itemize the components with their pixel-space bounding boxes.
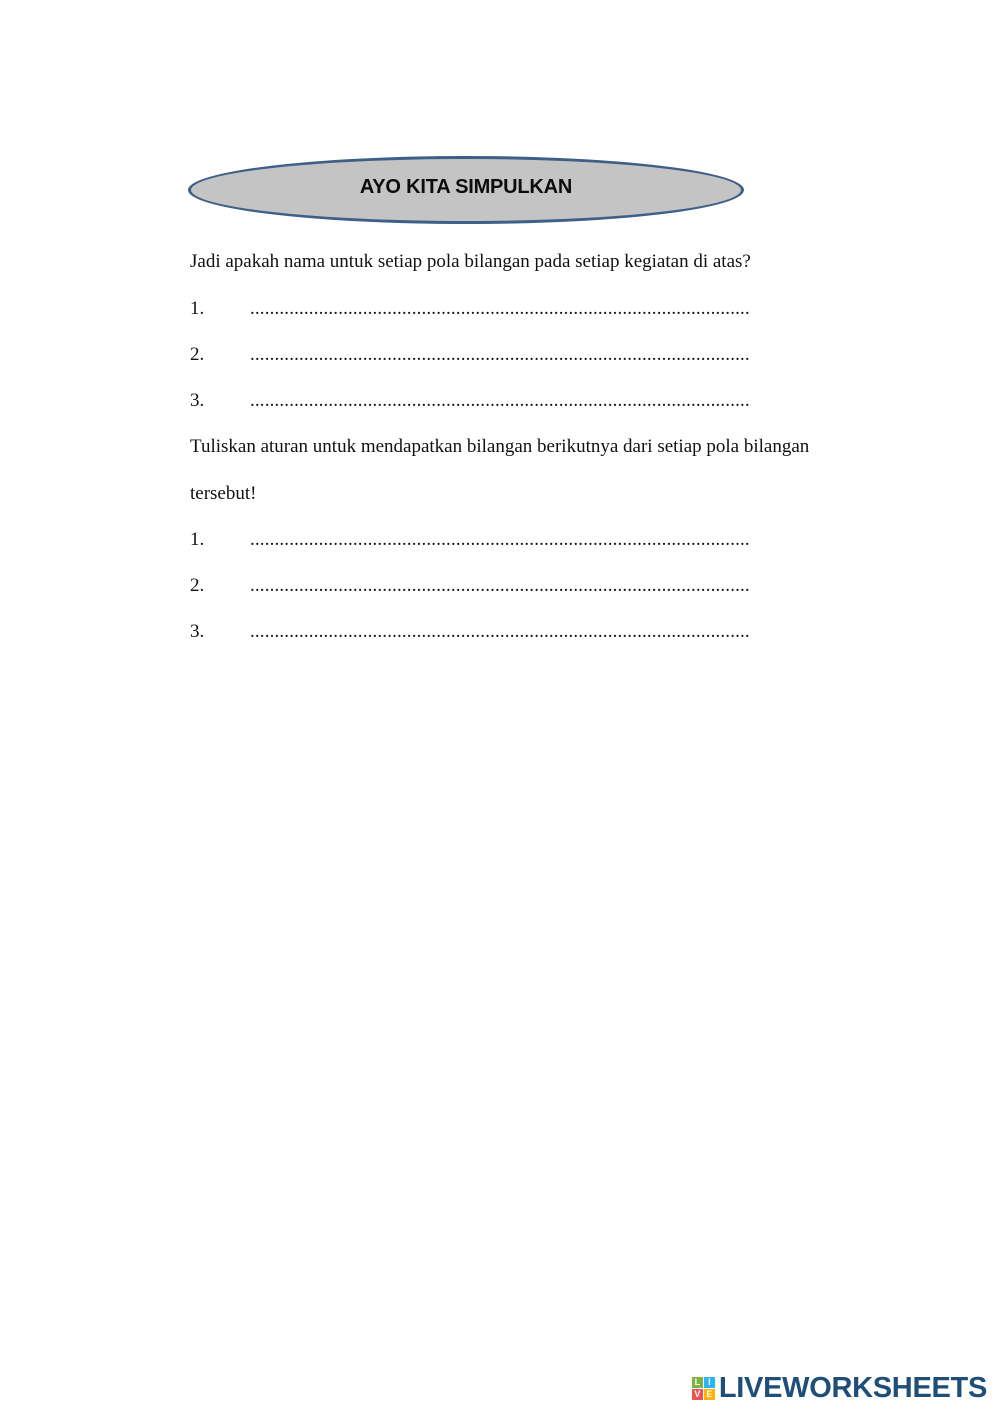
answer-blank[interactable]: ...................................................................................................... xyxy=(250,529,750,550)
logo-mark-letter: I xyxy=(704,1377,715,1388)
answer-blank[interactable]: ...................................................................................................... xyxy=(250,621,750,642)
answer-line-2-2[interactable] xyxy=(190,574,750,598)
question-2-line-2: tersebut! xyxy=(190,483,257,504)
answer-line-2-3[interactable] xyxy=(190,620,750,644)
answer-line-1-1[interactable] xyxy=(190,297,750,321)
answer-number: 2. xyxy=(190,575,205,596)
answer-number: 3. xyxy=(190,621,205,642)
answer-number: 1. xyxy=(190,529,205,550)
answer-number: 3. xyxy=(190,390,205,411)
liveworksheets-logo-text: LIVEWORKSHEETS xyxy=(718,1371,987,1404)
logo-mark-letter: V xyxy=(692,1389,703,1400)
answer-blank[interactable]: ...................................................................................................... xyxy=(250,575,750,596)
answer-blank[interactable]: ...................................................................................................... xyxy=(250,390,750,411)
question-1: Jadi apakah nama untuk setiap pola bilangan pada setiap kegiatan di atas? xyxy=(190,251,751,272)
logo-mark-letter: E xyxy=(704,1389,715,1400)
heading-title: AYO KITA SIMPULKAN xyxy=(359,175,573,198)
question-2-line-1: Tuliskan aturan untuk mendapatkan bilangan berikutnya dari setiap pola bilangan xyxy=(190,436,810,457)
heading-oval xyxy=(188,156,744,224)
answer-blank[interactable]: ...................................................................................................... xyxy=(250,298,750,319)
logo-mark-letter: L xyxy=(692,1377,703,1388)
answer-blank[interactable]: ...................................................................................................... xyxy=(250,344,750,365)
liveworksheets-logo xyxy=(692,1371,987,1405)
answer-line-1-2[interactable] xyxy=(190,343,750,367)
answer-line-1-3[interactable] xyxy=(190,389,750,413)
answer-number: 2. xyxy=(190,344,205,365)
answer-number: 1. xyxy=(190,298,205,319)
answer-line-2-1[interactable] xyxy=(190,528,750,552)
liveworksheets-logo-icon xyxy=(692,1377,715,1400)
